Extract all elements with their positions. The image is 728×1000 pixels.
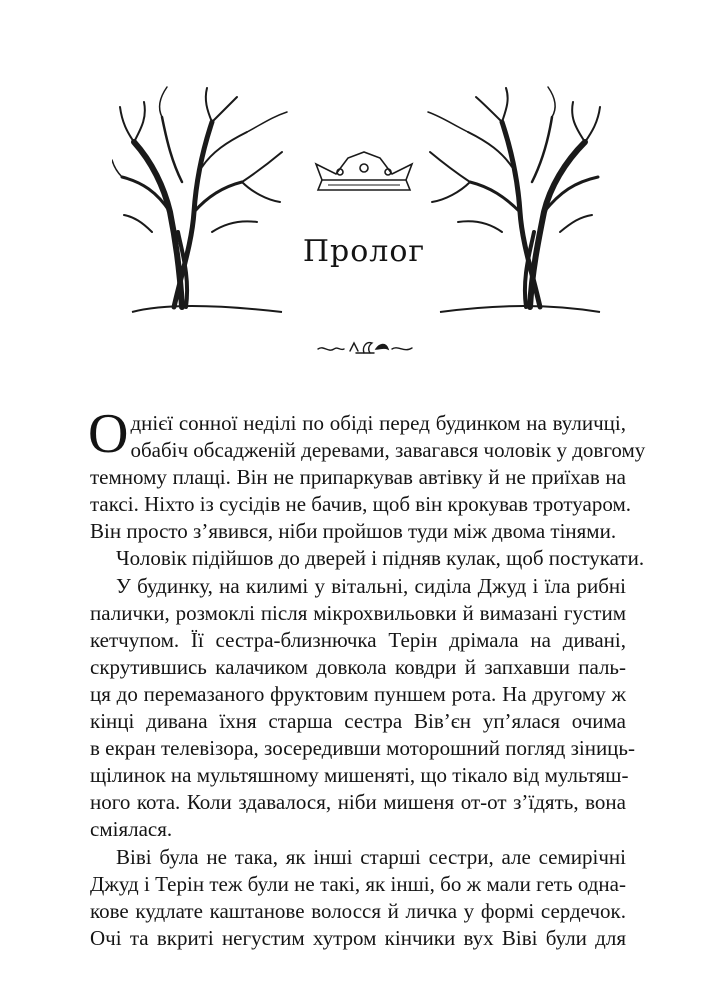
- text-line: днієї сонної неділі по обіді перед будинком на вуличці,: [130, 411, 626, 435]
- text-line: обабіч обсадженій деревами, завагався чоловік у довгому: [130, 438, 646, 463]
- text-line: темному плащі. Він не припаркував автівку й не приїхав на: [90, 465, 626, 490]
- left-tree-illustration: [112, 82, 312, 332]
- text-line: кінці дивана їхня старша сестра Вів’єн уп’ялася очима: [90, 709, 626, 734]
- text-line: сміялася.: [90, 817, 173, 842]
- text-line: Він просто з’явився, ніби пройшов туди між двома тінями.: [90, 519, 617, 544]
- text-line: ця до перемазаного фруктовим пуншем рота. На другому ж: [90, 681, 626, 706]
- body-text: [88, 403, 646, 952]
- text-line: Джуд і Терін теж були не такі, як інші, бо ж мали геть одна-: [90, 871, 626, 896]
- text-line: Очі та вкриті негустим хутром кінчики вух Віві були для: [90, 925, 626, 950]
- right-tree-illustration: [420, 82, 620, 332]
- text-line: щілинок на мультяшному мишеняті, що тікало від мультяш-: [90, 763, 629, 788]
- text-line: Чоловік підійшов до дверей і підняв кулак, щоб постукати.: [116, 546, 645, 571]
- crown-illustration: [308, 150, 420, 200]
- text-line: У будинку, на килимі у вітальні, сиділа Джуд і їла рибні: [116, 573, 626, 598]
- text-line: кетчупом. Її сестра-близнючка Терін дрімала на дивані,: [90, 627, 626, 652]
- chapter-title: Пролог: [302, 234, 426, 269]
- floral-divider-illustration: [314, 337, 416, 359]
- text-line: Віві була не така, як інші старші сестри, але семирічні: [116, 844, 626, 869]
- text-line: палички, розмоклі після мікрохвильовки й вимазані густим: [90, 600, 626, 625]
- text-line: кове кудлате каштанове волосся й личка у формі сердечок.: [90, 898, 626, 923]
- text-line: в екран телевізора, зосередивши моторошний погляд зіниць-: [90, 736, 635, 761]
- text-line: ного кота. Коли здавалося, ніби мишеня от-от з’їдять, вона: [90, 790, 626, 815]
- drop-cap: О: [88, 403, 129, 465]
- text-line: таксі. Ніхто із сусідів не бачив, щоб він крокував тротуаром.: [90, 492, 631, 517]
- text-line: скрутившись калачиком довкола ковдри й запхавши паль-: [90, 654, 626, 679]
